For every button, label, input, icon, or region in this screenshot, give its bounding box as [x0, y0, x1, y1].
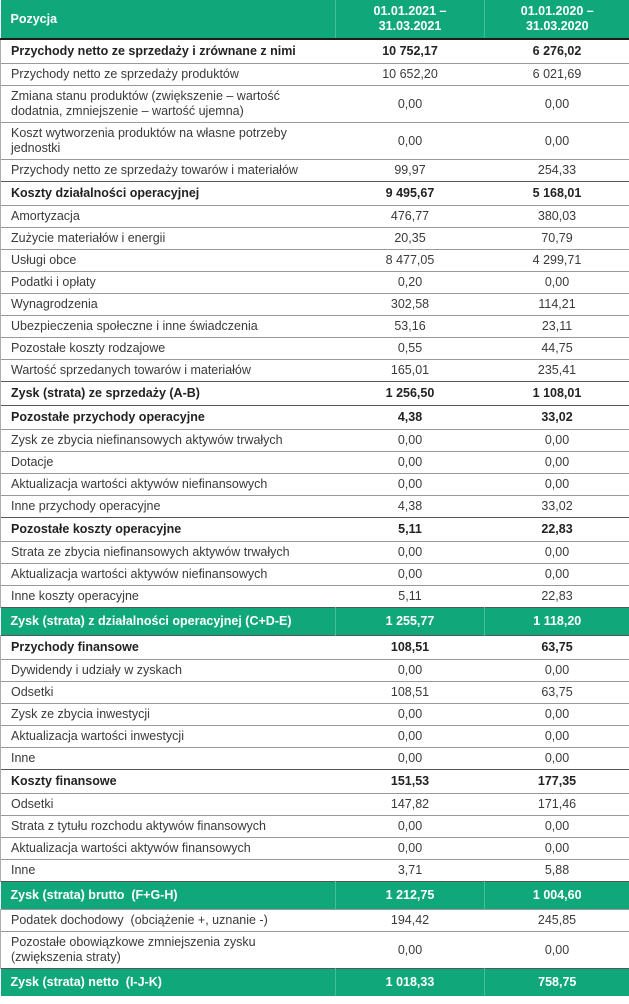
row-label: Zysk ze zbycia niefinansowych aktywów trwałych [1, 430, 336, 452]
row-value-2020: 0,00 [544, 96, 570, 111]
table-row [1, 406, 629, 430]
row-value-2021: 1 256,50 [385, 386, 435, 400]
row-value-2021: 0,00 [397, 567, 423, 581]
row-value-2020: 44,75 [541, 341, 573, 355]
row-value-2021: 1 018,33 [336, 969, 485, 997]
row-value-2021: 10 752,17 [382, 44, 438, 58]
row-value-2020: 22,83 [541, 589, 573, 603]
row-label: Odsetki [1, 682, 336, 704]
row-value-2020: 0,00 [544, 942, 570, 957]
row-value-2021: 476,77 [390, 209, 430, 223]
row-value-2021: 194,42 [390, 913, 430, 927]
row-label: Przychody netto ze sprzedaży towarów i materiałów [1, 160, 336, 182]
table-row [1, 86, 629, 123]
row-label: Dotacje [1, 452, 336, 474]
row-value-2021: 108,51 [390, 685, 430, 699]
row-value-2021: 0,00 [397, 545, 423, 559]
row-value-2021: 0,00 [397, 663, 423, 677]
row-value-2020: 0,00 [544, 819, 570, 833]
table-row [1, 586, 629, 608]
row-value-2020: 0,00 [544, 707, 570, 721]
row-value-2021: 0,00 [397, 841, 423, 855]
row-value-2020: 0,00 [544, 455, 570, 469]
row-value-2020: 177,35 [537, 774, 577, 788]
row-label: Koszty działalności operacyjnej [1, 182, 336, 206]
row-value-2021: 151,53 [390, 774, 430, 788]
row-label: Zysk (strata) brutto (F+G-H) [1, 882, 336, 910]
row-value-2021: 1 212,75 [336, 882, 485, 910]
row-value-2020: 0,00 [544, 275, 570, 289]
table-row [1, 250, 629, 272]
row-value-2020: 0,00 [544, 545, 570, 559]
row-value-2021: 5,11 [398, 589, 422, 603]
row-value-2020: 0,00 [544, 751, 570, 765]
row-value-2021: 10 652,20 [382, 67, 438, 81]
row-value-2020: 6 021,69 [532, 67, 582, 81]
row-value-2021: 0,55 [397, 341, 423, 355]
row-label: Koszty finansowe [1, 770, 336, 794]
table-row [1, 182, 629, 206]
table-header [1, 0, 629, 39]
table-row [1, 452, 629, 474]
table-row [1, 969, 629, 997]
table-row [1, 682, 629, 704]
row-value-2021: 0,00 [397, 707, 423, 721]
table-row [1, 160, 629, 182]
table-row [1, 294, 629, 316]
table-row [1, 39, 629, 64]
table-row [1, 338, 629, 360]
row-value-2020: 0,00 [544, 841, 570, 855]
row-label: Aktualizacja wartości inwestycji [1, 726, 336, 748]
row-label: Koszt wytworzenia produktów na własne potrzeby jednostki [1, 123, 336, 160]
row-value-2020: 33,02 [541, 499, 573, 513]
row-label: Inne przychody operacyjne [1, 496, 336, 518]
row-value-2020: 0,00 [544, 477, 570, 491]
table-row [1, 932, 629, 969]
row-label: Zmiana stanu produktów (zwiększenie – wartość dodatnia, zmniejszenie – wartość ujemna) [1, 86, 336, 123]
row-label: Pozostałe koszty operacyjne [1, 518, 336, 542]
row-value-2020: 70,79 [541, 231, 573, 245]
table-body [1, 39, 629, 996]
row-value-2020: 758,75 [485, 969, 629, 997]
table-row [1, 860, 629, 882]
row-value-2021: 0,00 [397, 729, 423, 743]
row-value-2021: 9 495,67 [385, 186, 435, 200]
row-value-2021: 3,71 [397, 863, 423, 877]
row-label: Podatek dochodowy (obciążenie +, uznanie -) [1, 910, 336, 932]
row-value-2020: 0,00 [544, 663, 570, 677]
row-value-2021: 4,38 [397, 499, 423, 513]
row-label: Wynagrodzenia [1, 294, 336, 316]
row-value-2020: 114,21 [538, 297, 576, 311]
row-label: Pozostałe koszty rodzajowe [1, 338, 336, 360]
row-value-2021: 53,16 [394, 319, 426, 333]
row-value-2020: 63,75 [541, 640, 573, 654]
table-row [1, 542, 629, 564]
table-row [1, 206, 629, 228]
row-label: Zysk (strata) netto (I-J-K) [1, 969, 336, 997]
row-label: Strata ze zbycia niefinansowych aktywów trwałych [1, 542, 336, 564]
table-row [1, 316, 629, 338]
row-value-2021: 0,00 [397, 133, 423, 148]
row-value-2020: 63,75 [541, 685, 573, 699]
row-label: Usługi obce [1, 250, 336, 272]
table-row [1, 272, 629, 294]
row-label: Odsetki [1, 794, 336, 816]
row-label: Aktualizacja wartości aktywów niefinansowych [1, 564, 336, 586]
row-value-2020: 0,00 [544, 133, 570, 148]
row-label: Zużycie materiałów i energii [1, 228, 336, 250]
table-row [1, 474, 629, 496]
row-value-2020: 22,83 [541, 522, 573, 536]
column-header-period-2021: 01.01.2021 – 31.03.2021 [336, 0, 485, 39]
row-value-2021: 8 477,05 [385, 253, 435, 267]
table-row [1, 518, 629, 542]
row-value-2021: 0,00 [397, 455, 423, 469]
table-row [1, 816, 629, 838]
row-value-2021: 0,00 [397, 477, 423, 491]
table-row [1, 882, 629, 910]
table-row [1, 910, 629, 932]
row-value-2020: 6 276,02 [532, 44, 582, 58]
row-label: Pozostałe obowiązkowe zmniejszenia zysku (zwiększenia straty) [1, 932, 336, 969]
row-label: Zysk (strata) ze sprzedaży (A-B) [1, 382, 336, 406]
row-value-2020: 0,00 [544, 433, 570, 447]
row-label: Ubezpieczenia społeczne i inne świadczenia [1, 316, 336, 338]
row-label: Zysk ze zbycia inwestycji [1, 704, 336, 726]
row-value-2020: 1 004,60 [485, 882, 629, 910]
row-value-2021: 4,38 [397, 410, 423, 424]
row-value-2021: 0,00 [397, 819, 423, 833]
table-row [1, 660, 629, 682]
row-label: Amortyzacja [1, 206, 336, 228]
table-row [1, 748, 629, 770]
row-value-2021: 165,01 [390, 363, 430, 377]
row-value-2020: 23,11 [541, 319, 573, 333]
row-label: Inne [1, 860, 336, 882]
row-label: Podatki i opłaty [1, 272, 336, 294]
row-value-2020: 0,00 [544, 567, 570, 581]
row-value-2021: 20,35 [394, 231, 426, 245]
row-value-2021: 99,97 [394, 163, 426, 177]
row-value-2021: 0,00 [397, 433, 423, 447]
row-value-2021: 5,11 [398, 522, 422, 536]
table-row [1, 430, 629, 452]
row-value-2021: 0,00 [397, 942, 423, 957]
row-label: Inne [1, 748, 336, 770]
row-value-2020: 245,85 [537, 913, 577, 927]
column-header-pozycja: Pozycja [1, 0, 336, 39]
row-value-2021: 1 255,77 [336, 608, 485, 636]
row-label: Wartość sprzedanych towarów i materiałów [1, 360, 336, 382]
table-row [1, 704, 629, 726]
table-row [1, 360, 629, 382]
row-value-2020: 171,46 [537, 797, 577, 811]
row-label: Inne koszty operacyjne [1, 586, 336, 608]
table-row [1, 608, 629, 636]
row-value-2020: 235,41 [537, 363, 577, 377]
row-value-2021: 147,82 [390, 797, 430, 811]
row-label: Dywidendy i udziały w zyskach [1, 660, 336, 682]
table-row [1, 770, 629, 794]
row-value-2021: 302,58 [390, 297, 430, 311]
row-label: Przychody netto ze sprzedaży i zrównane z nimi [1, 39, 336, 64]
row-value-2020: 1 108,01 [532, 386, 582, 400]
table-row [1, 564, 629, 586]
row-label: Zysk (strata) z działalności operacyjnej (C+D-E) [1, 608, 336, 636]
row-value-2020: 1 118,20 [485, 608, 629, 636]
row-value-2020: 4 299,71 [532, 253, 582, 267]
table-row [1, 726, 629, 748]
row-value-2020: 5,88 [544, 863, 570, 877]
table-row [1, 838, 629, 860]
table-header-row [1, 0, 629, 39]
row-value-2020: 380,03 [537, 209, 577, 223]
table-row [1, 794, 629, 816]
table-row [1, 496, 629, 518]
row-value-2020: 254,33 [537, 163, 577, 177]
table-row [1, 382, 629, 406]
row-label: Aktualizacja wartości aktywów finansowych [1, 838, 336, 860]
row-label: Strata z tytułu rozchodu aktywów finansowych [1, 816, 336, 838]
row-label: Aktualizacja wartości aktywów niefinansowych [1, 474, 336, 496]
table-row [1, 636, 629, 660]
row-label: Przychody finansowe [1, 636, 336, 660]
row-value-2020: 5 168,01 [532, 186, 582, 200]
row-label: Pozostałe przychody operacyjne [1, 406, 336, 430]
row-value-2020: 0,00 [544, 729, 570, 743]
row-value-2020: 33,02 [541, 410, 573, 424]
row-label: Przychody netto ze sprzedaży produktów [1, 64, 336, 86]
row-value-2021: 108,51 [390, 640, 430, 654]
table-row [1, 123, 629, 160]
row-value-2021: 0,00 [397, 751, 423, 765]
row-value-2021: 0,00 [397, 96, 423, 111]
table-row [1, 228, 629, 250]
row-value-2021: 0,20 [397, 275, 423, 289]
table-row [1, 64, 629, 86]
column-header-period-2020: 01.01.2020 – 31.03.2020 [485, 0, 629, 39]
